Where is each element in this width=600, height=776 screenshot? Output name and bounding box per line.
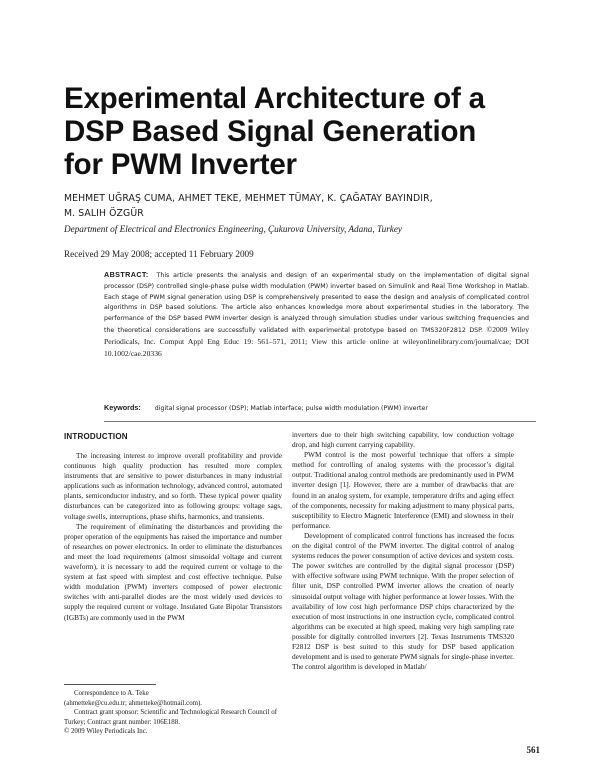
left-column — [64, 451, 282, 623]
footnote-copyright: © 2009 Wiley Periodicals Inc. — [64, 728, 148, 736]
abstract-divider — [104, 421, 536, 422]
keywords-block — [104, 403, 534, 412]
footnotes — [64, 689, 284, 737]
abstract-citation: ©2009 Wiley Periodicals, Inc. Comput Appl Eng Educ 19: 561–571, 2011; View this article online at wileyonlinelibrary.com/journal/cae; DOI 10.1002/cae.20336 — [104, 324, 529, 358]
body-paragraph: inverters due to their high switching capability, low conduction voltage drop, and high current carrying capability. — [292, 430, 514, 450]
affiliation: Department of Electrical and Electronics Engineering, Çukurova University, Adana, Turkey — [64, 224, 403, 234]
page-number: 561 — [526, 745, 540, 755]
title-line: DSP Based Signal Generation — [64, 115, 477, 148]
abstract-label: ABSTRACT: — [104, 270, 149, 279]
body-paragraph: PWM control is the most powerful technique that offers a simple method for controlling of analog systems with the processor’s digital output. Traditional analog control methods are predominantly used in PWM inverter design [1]. However, there are a number of drawbacks that are found in an analog system, for example, temperature drifts and aging effect of the components, necessity for making adjustment to many physical parts, susceptibility to Electro Magnetic Interference (EMI) and slowness in their performance. — [292, 450, 514, 530]
abstract-block — [104, 270, 529, 360]
footnote-emails: (ahmetteke@cu.edu.tr; ahmetteke@hotmail.com). — [64, 699, 203, 707]
body-paragraph: The increasing interest to improve overall profitability and provide continuous high quality production has resulted more complex instruments that are sensitive to power disturbances in many industrial applications such as information technology, advanced control, automated plants, semiconductor industry, and so forth. These typical power quality disturbances can be categorized into as following groups: voltage sags, voltage swells, interruptions, phase shifts, harmonics, and transients. — [64, 451, 282, 521]
author-line: MEHMET UĞRAŞ CUMA, AHMET TEKE, MEHMET TÜMAY, K. ÇAĞATAY BAYINDIR, — [64, 193, 433, 204]
title-line: Experimental Architecture of a — [64, 82, 485, 115]
keywords-label: Keywords: — [104, 403, 141, 412]
right-column — [292, 430, 514, 672]
received-dates: Received 29 May 2008; accepted 11 February 2009 — [64, 249, 254, 259]
footnote-correspondence: Correspondence to A. Teke — [74, 690, 149, 697]
author-list — [64, 191, 544, 221]
title-line: for PWM Inverter — [64, 148, 297, 181]
body-paragraph: The requirement of eliminating the disturbances and providing the proper operation of the equipments has raised the importance and number of researches on power electronics. In order to eliminate the disturbances and meet the load requirements (almost sinusoidal voltage and current waveform), it is necessary to add the required current or voltage to the system at fast speed with simplest and cost effective technique. Pulse width modulation (PWM) inverters composed of power electronic switches with anti-parallel diodes are the most widely used devices to supply the required current or voltage. Insulated Gate Bipolar Transistors (IGBTs) are commonly used in the PWM — [64, 521, 282, 622]
section-heading: INTRODUCTION — [64, 432, 128, 441]
article-title — [64, 82, 544, 181]
keywords-text: digital signal processor (DSP); Matlab interface; pulse width modulation (PWM) inverter — [154, 405, 428, 412]
body-paragraph: Development of complicated control functions has increased the focus on the digital control of the PWM inverter. The digital control of analog systems reduces the power consumption of active devices and system costs. The power switches are controlled by the digital signal processor (DSP) with effective software using PWM technique. With the proper selection of filter unit, DSP controlled PWM inverter allows the creation of nearly sinusoidal output voltage with higher performance at lower losses. With the availability of low cost high performance DSP chips characterized by the execution of most instructions in one instruction cycle, complicated control algorithms can be executed at high speed, making very high sampling rate possible for digitally controlled inverters [2]. Texas Instruments TMS320 F2812 DSP is best suited to this study for DSP based application development and is used to generate PWM signals for single-phase inverter. The control algorithm is developed in Matlab/ — [292, 530, 514, 672]
footnote-divider — [64, 684, 156, 685]
abstract-text: This article presents the analysis and design of an experimental study on the implementation of digital signal processor (DSP) controlled single-phase pulse width modulation (PWM) inverter based on Simulink and Real Time Workshop in Matlab. Each stage of PWM signal generation using DSP is comprehensively presented to ease the design and analysis of complicated control algorithms in DSP based solutions. The article also enhances knowledge more about experimental studies in the laboratory. The performance of the DSP based PWM inverter design is analyzed through simulation studies under various switching frequencies and the theoretical considerations are successfully validated with experimental prototype based on TMS320F2812 DSP. — [104, 272, 529, 334]
footnote-grant: Contract grant sponsor: Scientific and Technological Research Council of Turkey; Contract grant number: 106E188. — [64, 709, 277, 726]
author-line: M. SALIH ÖZGÜR — [64, 208, 144, 219]
